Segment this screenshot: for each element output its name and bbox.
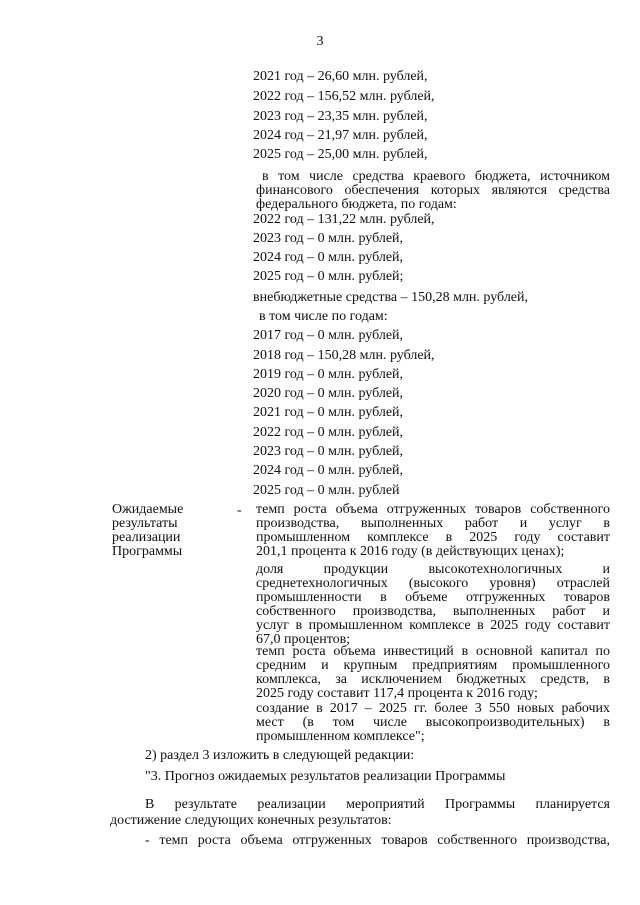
funding-line: 2024 год – 21,97 млн. рублей, bbox=[253, 128, 428, 143]
page-number: 3 bbox=[316, 34, 324, 49]
item-line: среднетехнологичных (высокого уровня) отраслей bbox=[256, 576, 610, 591]
result-item bbox=[256, 702, 610, 744]
intro-paragraph bbox=[110, 797, 610, 829]
note-line: в том числе средства краевого бюджета, источником bbox=[262, 169, 610, 184]
funding-line: 2018 год – 150,28 млн. рублей, bbox=[253, 348, 435, 363]
funding-line: 2021 год – 26,60 млн. рублей, bbox=[253, 69, 428, 84]
note-line: федерального бюджета, по годам: bbox=[256, 197, 457, 212]
final-paragraph bbox=[110, 833, 610, 849]
item-line: 201,1 процента к 2016 году (в действующих ценах); bbox=[256, 544, 565, 559]
item-line: промышленном комплексе в 2025 году составит bbox=[256, 530, 610, 545]
funding-line: 2022 год – 0 млн. рублей, bbox=[253, 425, 404, 440]
section-change-line: 2) раздел 3 изложить в следующей редакции: bbox=[145, 748, 415, 763]
item-line: создание в 2017 – 2025 гг. более 3 550 новых рабочих bbox=[256, 701, 610, 716]
final-line: - темп роста объема отгруженных товаров собственного производства, bbox=[145, 833, 610, 848]
funding-line: 2023 год – 23,35 млн. рублей, bbox=[253, 109, 428, 124]
item-line: темп роста объема инвестиций в основной капитал по bbox=[256, 644, 610, 659]
result-item bbox=[256, 645, 610, 701]
funding-line: 2019 год – 0 млн. рублей, bbox=[253, 367, 404, 382]
funding-line: 2022 год – 156,52 млн. рублей, bbox=[253, 89, 435, 104]
funding-line: в том числе по годам: bbox=[259, 309, 388, 324]
note-line: финансового обеспечения которых являются средства bbox=[256, 183, 610, 198]
item-line: доля продукции высокотехнологичных и bbox=[256, 562, 610, 577]
section-title: "3. Прогноз ожидаемых результатов реализации Программы bbox=[145, 769, 506, 784]
item-line: 67,0 процентов; bbox=[256, 632, 351, 647]
intro-line: В результате реализации мероприятий Программы планируется bbox=[145, 797, 610, 812]
result-item bbox=[256, 563, 610, 647]
item-line: 2025 году составит 117,4 процента к 2016 году; bbox=[256, 686, 538, 701]
item-line: производства, выполненных работ и услуг в bbox=[256, 516, 610, 531]
item-line: темп роста объема отгруженных товаров собственного bbox=[256, 502, 610, 517]
results-dash: - bbox=[237, 503, 242, 518]
funding-line: 2020 год – 0 млн. рублей, bbox=[253, 386, 404, 401]
funding-line: 2024 год – 0 млн. рублей, bbox=[253, 250, 404, 265]
funding-line: внебюджетные средства – 150,28 млн. рублей, bbox=[253, 290, 529, 305]
funding-line: 2025 год – 25,00 млн. рублей, bbox=[253, 147, 428, 162]
funding-line: 2025 год – 0 млн. рублей; bbox=[253, 269, 404, 284]
funding-line: 2023 год – 0 млн. рублей, bbox=[253, 231, 404, 246]
funding-line: 2023 год – 0 млн. рублей, bbox=[253, 444, 404, 459]
regional-budget-note bbox=[256, 170, 610, 212]
item-line: промышленности в объеме отгруженных товаров bbox=[256, 590, 610, 605]
item-line: услуг в промышленном комплексе в 2025 году составит bbox=[256, 618, 610, 633]
funding-line: 2022 год – 131,22 млн. рублей, bbox=[253, 212, 435, 227]
result-item bbox=[256, 503, 610, 559]
funding-line: 2021 год – 0 млн. рублей, bbox=[253, 405, 404, 420]
item-line: средним и крупным предприятиям промышленного bbox=[256, 658, 610, 673]
item-line: промышленном комплексе"; bbox=[256, 729, 425, 744]
item-line: собственного производства, выполненных работ и bbox=[256, 604, 610, 619]
item-line: комплекса, за исключением бюджетных средств, в bbox=[256, 672, 610, 687]
results-label bbox=[112, 503, 222, 559]
label-line: реализации bbox=[112, 530, 181, 545]
funding-line: 2017 год – 0 млн. рублей, bbox=[253, 328, 404, 343]
label-line: Программы bbox=[112, 544, 183, 559]
label-line: результаты bbox=[112, 516, 178, 531]
funding-line: 2024 год – 0 млн. рублей, bbox=[253, 463, 404, 478]
funding-line: 2025 год – 0 млн. рублей bbox=[253, 483, 400, 498]
intro-line: достижение следующих конечных результатов: bbox=[110, 813, 392, 828]
label-line: Ожидаемые bbox=[112, 502, 184, 517]
item-line: мест (в том числе высокопроизводительных) в bbox=[256, 715, 610, 730]
